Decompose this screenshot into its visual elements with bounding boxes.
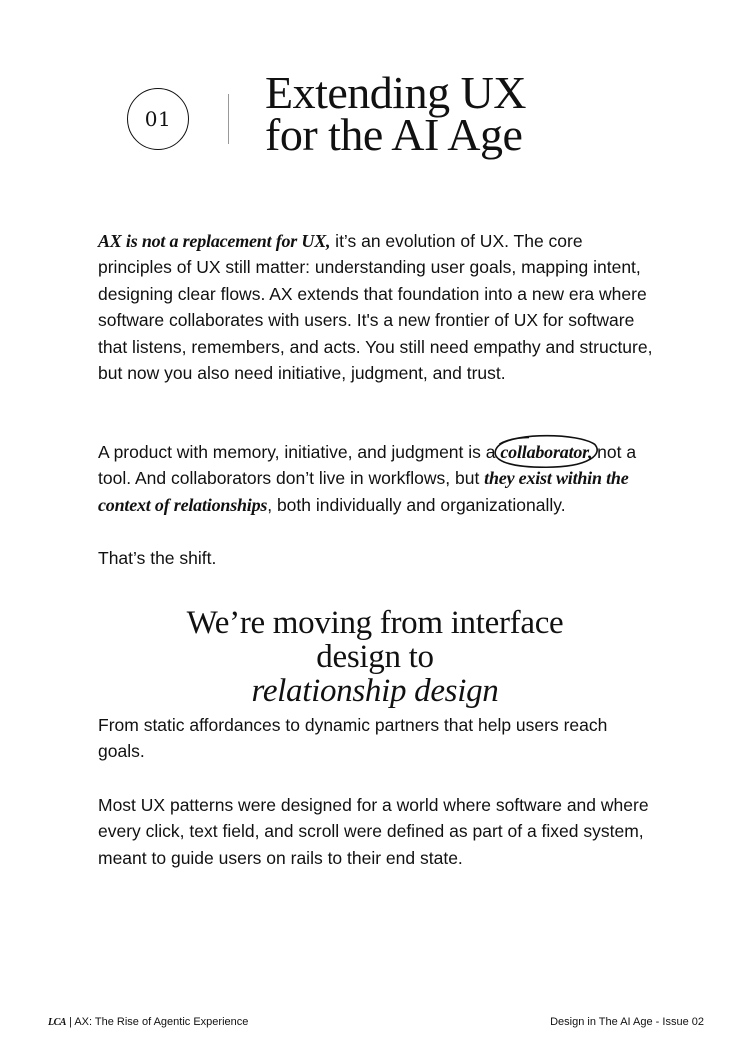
subheading-line-2-plain: design to <box>316 639 434 675</box>
subheading-line-2-italic: relationship design <box>251 673 499 709</box>
intro-text: it’s an evolution of UX. The core principles of UX still matter: understanding user goals, mapping intent, designing clear flows. AX extends that foundation into a new era where software collaborates with users. It's a new frontier of UX for software that listens, remembers, and acts. You still need empathy and structure, but now you also need initiative, judgment, and trust. <box>98 231 653 384</box>
paragraph-collaborator <box>98 439 658 518</box>
footer-right-text: Design in The AI Age - Issue 02 <box>550 1016 704 1028</box>
footer-left <box>48 1016 248 1028</box>
page-title-line-2: for the AI Age <box>265 109 523 160</box>
section-subheading <box>0 606 750 708</box>
footer-left-text: | AX: The Rise of Agentic Experience <box>65 1016 249 1028</box>
page-title <box>265 67 527 160</box>
intro-emphasis: AX is not a replacement for UX, <box>98 231 331 251</box>
header-divider <box>228 94 229 144</box>
relationships-emphasis: they exist within the context of relationships <box>98 468 629 515</box>
paragraph-patterns <box>98 792 658 871</box>
affordances-text: From static affordances to dynamic partners that help users reach goals. <box>98 715 608 762</box>
footer-right <box>550 1016 704 1028</box>
subheading-line-2 <box>0 640 750 708</box>
paragraph-shift <box>98 545 658 571</box>
collaborator-text-b: not a tool. And collaborators don’t live in workflows, but <box>98 442 637 489</box>
chapter-number-badge <box>127 88 189 150</box>
shift-text: That’s the shift. <box>98 548 217 568</box>
collaborator-text-c: , both individually and organizationally. <box>267 494 566 515</box>
collaborator-text-a: A product with memory, initiative, and judgment is a <box>98 442 501 462</box>
paragraph-intro <box>98 228 658 386</box>
footer-logo: LCA <box>48 1017 66 1028</box>
page-title-line-1: Extending UX <box>265 67 527 118</box>
patterns-text: Most UX patterns were designed for a world where software and where every click, text field, and scroll were defined as part of a fixed system, meant to guide users on rails to their end state. <box>98 795 649 868</box>
collaborator-circled-word <box>500 439 592 465</box>
collaborator-word: collaborator, <box>500 442 593 462</box>
paragraph-affordances <box>98 712 658 765</box>
subheading-line-1: We’re moving from interface <box>186 605 564 641</box>
chapter-number: 01 <box>144 107 172 131</box>
